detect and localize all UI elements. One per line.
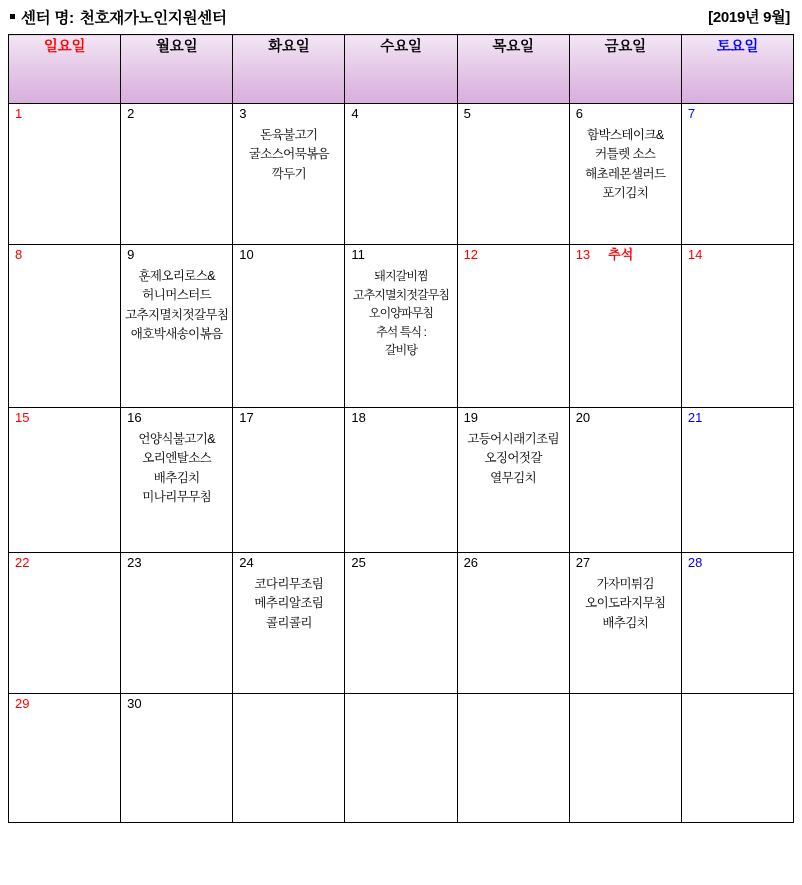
menu-item: 메추리알조림 xyxy=(254,596,324,611)
day-number xyxy=(121,553,232,573)
day-number-value: 8 xyxy=(15,247,23,262)
menu-item: 고추지멸치젓갈무침 xyxy=(125,307,229,322)
calendar-day-cell[interactable] xyxy=(681,408,793,553)
day-number-value: 22 xyxy=(15,555,30,570)
day-number-value: 13 xyxy=(575,247,591,262)
day-number-value: 5 xyxy=(463,106,471,121)
day-number xyxy=(345,553,456,573)
day-number xyxy=(682,245,793,265)
day-number xyxy=(682,694,793,714)
calendar-day-cell[interactable] xyxy=(233,104,345,245)
calendar-body xyxy=(9,104,794,823)
menu-item: 배추김치 xyxy=(153,470,200,485)
menu-item: 오이도라지무침 xyxy=(585,596,666,611)
page-header xyxy=(8,6,794,32)
menu-list xyxy=(570,573,681,637)
center-name-block xyxy=(10,6,227,28)
day-number-value: 12 xyxy=(463,247,479,262)
calendar-day-cell[interactable] xyxy=(345,104,457,245)
day-number-value: 28 xyxy=(687,555,703,570)
menu-item: 굴소스어묵볶음 xyxy=(248,147,330,162)
menu-item: 오리엔탈소스 xyxy=(142,451,212,466)
calendar-day-cell[interactable] xyxy=(233,694,345,823)
weekday-header-fri: 금요일 xyxy=(569,35,681,104)
menu-item: 미나리무무침 xyxy=(142,490,212,505)
day-number-value: 1 xyxy=(15,106,23,121)
day-number-value: 15 xyxy=(15,410,30,425)
day-number xyxy=(233,553,344,573)
day-number xyxy=(233,694,344,714)
menu-item: 허니머스터드 xyxy=(142,288,212,303)
menu-item: 가자미튀김 xyxy=(596,577,654,591)
calendar-table xyxy=(8,34,794,823)
calendar-day-cell[interactable] xyxy=(681,245,793,408)
menu-item: 애호박새송이볶음 xyxy=(130,327,223,342)
menu-item: 함박스테이크& xyxy=(586,128,664,142)
day-number-value: 10 xyxy=(239,247,254,262)
weekday-header-mon: 월요일 xyxy=(121,35,233,104)
menu-list xyxy=(233,573,344,637)
day-number xyxy=(570,104,681,124)
day-number-value: 30 xyxy=(127,696,142,711)
calendar-day-cell[interactable] xyxy=(233,245,345,408)
day-number xyxy=(233,408,344,428)
calendar-day-cell[interactable] xyxy=(233,408,345,553)
calendar-week-row xyxy=(9,104,794,245)
day-number xyxy=(121,408,232,428)
menu-item: 배추김치 xyxy=(602,615,649,630)
calendar-day-cell[interactable] xyxy=(121,104,233,245)
day-number xyxy=(682,104,793,124)
day-number-value: 9 xyxy=(127,247,135,262)
calendar-day-cell[interactable] xyxy=(457,245,569,408)
calendar-day-cell[interactable] xyxy=(9,245,121,408)
day-number xyxy=(570,553,681,573)
menu-list xyxy=(121,428,232,512)
calendar-day-cell[interactable] xyxy=(569,245,681,408)
calendar-week-row xyxy=(9,245,794,408)
day-number-value: 7 xyxy=(687,106,696,121)
day-number-value: 23 xyxy=(127,555,142,570)
calendar-day-cell[interactable] xyxy=(569,104,681,245)
menu-item: 오이양파무침 xyxy=(368,306,434,321)
day-number-value: 26 xyxy=(463,555,479,570)
day-number-value: 24 xyxy=(239,555,254,570)
weekday-header-sat: 토요일 xyxy=(681,35,793,104)
day-number xyxy=(345,104,456,124)
holiday-label: 추석 xyxy=(608,247,634,262)
calendar-day-cell[interactable] xyxy=(121,408,233,553)
day-number xyxy=(458,408,569,428)
menu-item: 언양식불고기& xyxy=(138,432,215,446)
month-title: [2019년 9월] xyxy=(708,9,790,26)
day-number-value: 29 xyxy=(15,696,30,711)
calendar-day-cell[interactable] xyxy=(9,694,121,823)
menu-item: 훈제오리로스& xyxy=(138,269,215,283)
menu-item: 포기김치 xyxy=(602,186,649,201)
day-number xyxy=(682,408,793,428)
day-number-value: 17 xyxy=(239,410,254,425)
calendar-week-row xyxy=(9,694,794,823)
calendar-day-cell[interactable] xyxy=(233,553,345,694)
weekday-header-sun: 일요일 xyxy=(9,35,121,104)
day-number xyxy=(233,104,344,124)
calendar-day-cell[interactable] xyxy=(9,553,121,694)
calendar-day-cell[interactable] xyxy=(681,104,793,245)
square-bullet-icon xyxy=(10,14,15,19)
center-name-value: 천호재가노인지원센터 xyxy=(79,10,227,27)
weekday-header-tue: 화요일 xyxy=(233,35,345,104)
day-number xyxy=(458,553,569,573)
calendar-week-row xyxy=(9,408,794,553)
calendar-day-cell[interactable] xyxy=(569,408,681,553)
menu-list xyxy=(233,124,344,188)
day-number xyxy=(458,104,569,124)
calendar-day-cell[interactable] xyxy=(681,694,793,823)
day-number xyxy=(9,245,120,265)
center-name-label: 센터 명: xyxy=(21,10,74,27)
weekday-header-wed: 수요일 xyxy=(345,35,457,104)
menu-item: 돈육불고기 xyxy=(260,128,318,142)
menu-item: 돼지갈비찜 xyxy=(374,269,428,283)
calendar-day-cell[interactable] xyxy=(345,245,457,408)
menu-list xyxy=(458,428,569,492)
day-number-value: 25 xyxy=(351,555,366,570)
day-number xyxy=(121,694,232,714)
calendar-week-row xyxy=(9,553,794,694)
calendar-day-cell[interactable] xyxy=(569,553,681,694)
day-number xyxy=(345,694,456,714)
calendar-day-cell[interactable] xyxy=(457,553,569,694)
menu-item: 오징어젓갈 xyxy=(484,451,542,466)
day-number xyxy=(458,245,569,265)
menu-item: 코다리무조림 xyxy=(254,577,324,591)
day-number-value: 11 xyxy=(351,247,365,262)
day-number xyxy=(121,104,232,124)
menu-list xyxy=(345,265,456,364)
day-number xyxy=(458,694,569,714)
calendar-day-cell[interactable] xyxy=(345,694,457,823)
menu-item: 커틀렛 소스 xyxy=(595,147,656,162)
day-number-value: 18 xyxy=(351,410,366,425)
day-number-value: 2 xyxy=(127,106,135,121)
day-number xyxy=(345,408,456,428)
day-number-value: 14 xyxy=(687,247,703,262)
calendar-day-cell[interactable] xyxy=(9,408,121,553)
calendar-day-cell[interactable] xyxy=(121,245,233,408)
menu-item: 고추지멸치젓갈무침 xyxy=(352,287,450,302)
menu-item: 고등어시래기조림 xyxy=(467,432,560,446)
day-number xyxy=(570,245,681,265)
day-number xyxy=(345,245,456,265)
calendar-day-cell[interactable] xyxy=(345,553,457,694)
day-number xyxy=(9,104,120,124)
weekday-header-thu: 목요일 xyxy=(457,35,569,104)
menu-item: 열무김치 xyxy=(490,470,537,485)
day-number xyxy=(570,694,681,714)
calendar-day-cell[interactable] xyxy=(681,553,793,694)
menu-list xyxy=(121,265,232,349)
day-number-value: 3 xyxy=(239,106,247,121)
calendar-day-cell[interactable] xyxy=(457,408,569,553)
day-number-value: 6 xyxy=(575,106,583,121)
calendar-day-cell[interactable] xyxy=(457,104,569,245)
calendar-day-cell[interactable] xyxy=(457,694,569,823)
day-number xyxy=(570,408,681,428)
day-number xyxy=(9,553,120,573)
day-number xyxy=(233,245,344,265)
day-number-value: 27 xyxy=(575,555,591,570)
day-number xyxy=(121,245,232,265)
day-number-value: 20 xyxy=(575,410,591,425)
calendar-day-cell[interactable] xyxy=(569,694,681,823)
menu-list xyxy=(570,124,681,208)
day-number-value: 21 xyxy=(687,410,703,425)
calendar-day-cell[interactable] xyxy=(121,694,233,823)
day-number-value: 19 xyxy=(463,410,479,425)
menu-item: 추석 특식 : xyxy=(375,324,427,339)
day-number xyxy=(9,408,120,428)
menu-item: 해초레몬샐러드 xyxy=(585,166,666,181)
menu-item: 갈비탕 xyxy=(384,343,418,358)
calendar-header-row xyxy=(9,35,794,104)
day-number-value: 4 xyxy=(351,106,359,121)
day-number-value: 16 xyxy=(127,410,142,425)
calendar-day-cell[interactable] xyxy=(121,553,233,694)
calendar-day-cell[interactable] xyxy=(345,408,457,553)
calendar-day-cell[interactable] xyxy=(9,104,121,245)
day-number xyxy=(682,553,793,573)
menu-item: 깍두기 xyxy=(271,166,307,181)
day-number xyxy=(9,694,120,714)
menu-item: 콜리콜리 xyxy=(265,615,312,630)
